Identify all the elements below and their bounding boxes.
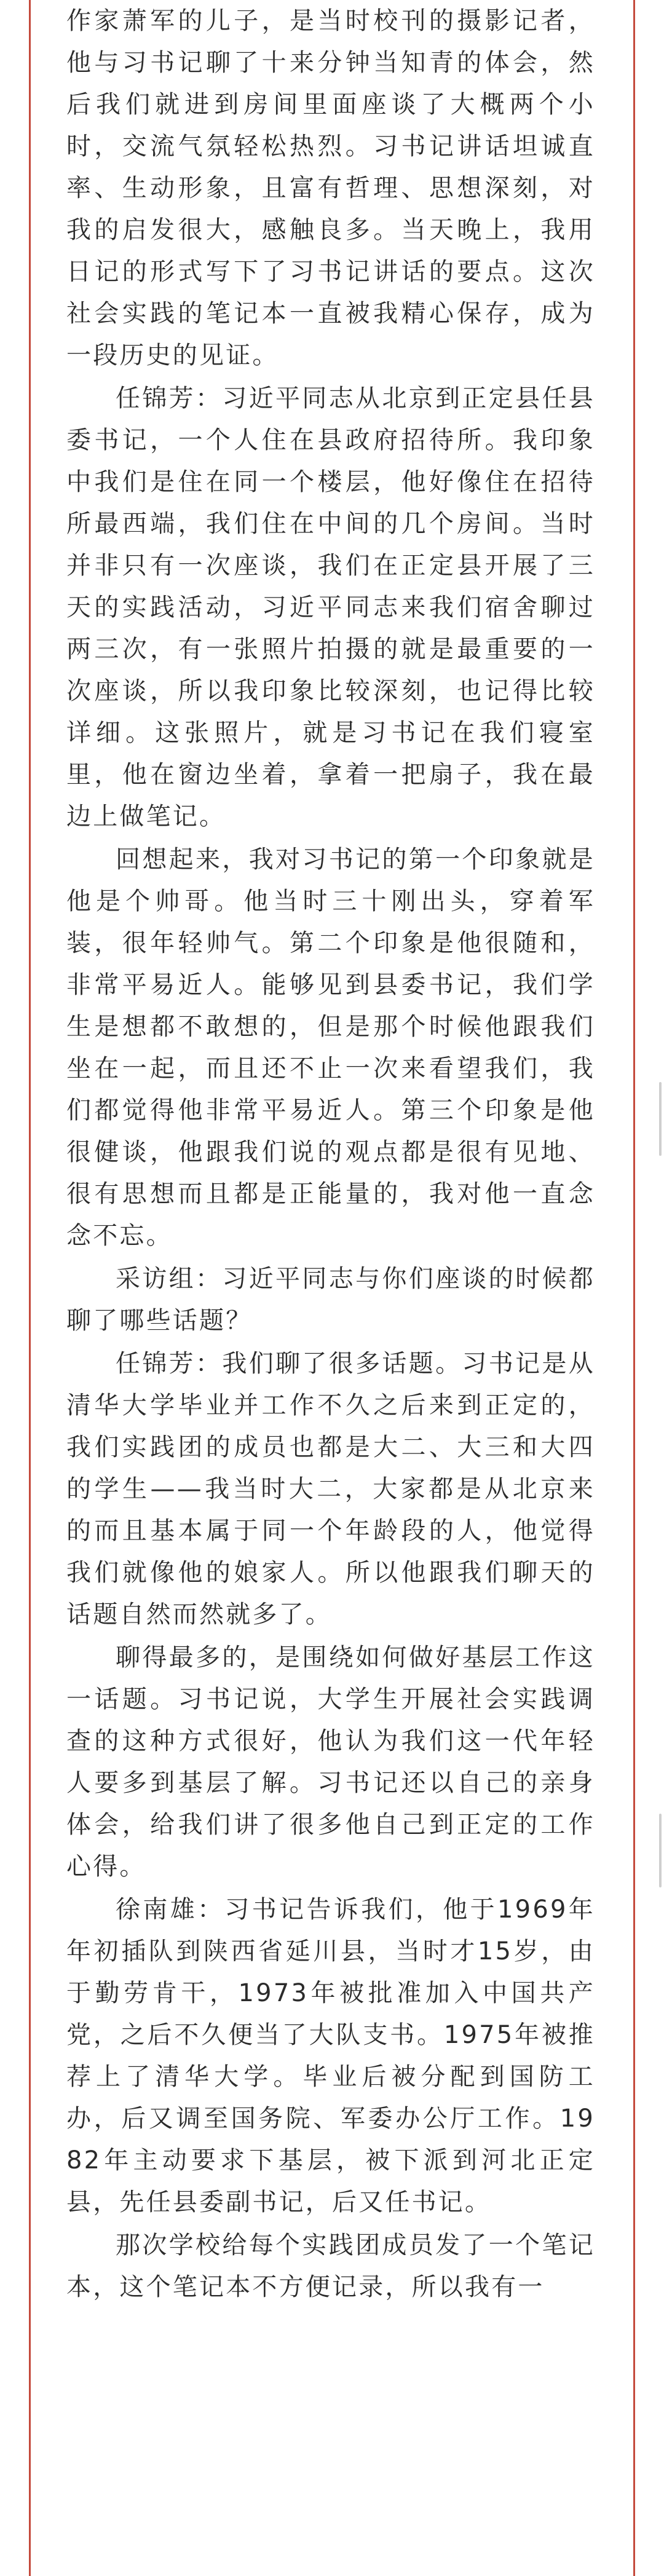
article-paragraph: 任锦芳：我们聊了很多话题。习书记是从清华大学毕业并工作不久之后来到正定的，我们实践团的成员也都是大二、大三和大四的学生——我当时大二，大家都是从北京来的而且基本属于同一个年龄段的人，他觉得我们就像他的娘家人。所以他跟我们聊天的话题自然而然就多了。 [66,1349,595,1629]
article-paragraph: 那次学校给每个实践团成员发了一个笔记本，这个笔记本不方便记录，所以我有一 [66,2231,595,2301]
article-paragraph: 聊得最多的，是围绕如何做好基层工作这一话题。习书记说，大学生开展社会实践调查的这种方式很好，他认为我们这一代年轻人要多到基层了解。习书记还以自己的亲身体会，给我们讲了很多他自己到正定的工作心得。 [66,1643,595,1881]
scrollbar-thumb[interactable] [659,1082,662,1156]
article-paragraph: 回想起来，我对习书记的第一个印象就是他是个帅哥。他当时三十刚出头，穿着军装，很年轻帅气。第二个印象是他很随和，非常平易近人。能够见到县委书记，我们学生是想都不敢想的，但是那个时候他跟我们坐在一起，而且还不止一次来看望我们，我们都觉得他非常平易近人。第三个印象是他很健谈，他跟我们说的观点都是很有见地、很有思想而且都是正能量的，我对他一直念念不忘。 [66,845,595,1250]
article-paragraph: 作家萧军的儿子，是当时校刊的摄影记者，他与习书记聊了十来分钟当知青的体会，然后我们就进到房间里面座谈了大概两个小时，交流气氛轻松热烈。习书记讲话坦诚直率、生动形象，且富有哲理、思想深刻，对我的启发很大，感触良多。当天晚上，我用日记的形式写下了习书记讲话的要点。这次社会实践的笔记本一直被我精心保存，成为一段历史的见证。 [66,7,595,369]
article-paragraph: 采访组：习近平同志与你们座谈的时候都聊了哪些话题？ [66,1265,595,1335]
scrollbar[interactable] [653,0,664,2576]
scrollbar-thumb[interactable] [659,1814,662,1887]
article-body [66,0,595,2309]
article-paragraph: 徐南雄：习书记告诉我们，他于1969年年初插队到陕西省延川县，当时才15岁，由于勤劳肯干，1973年被批准加入中国共产党，之后不久便当了大队支书。1975年被推荐上了清华大学。毕业后被分配到国防工办，后又调至国务院、军委办公厅工作。1982年主动要求下基层，被下派到河北正定县，先任县委副书记，后又任书记。 [66,1895,595,2216]
article-paragraph: 任锦芳：习近平同志从北京到正定县任县委书记，一个人住在县政府招待所。我印象中我们是住在同一个楼层，他好像住在招待所最西端，我们住在中间的几个房间。当时并非只有一次座谈，我们在正定县开展了三天的实践活动，习近平同志来我们宿舍聊过两三次，有一张照片拍摄的就是最重要的一次座谈，所以我印象比较深刻，也记得比较详细。这张照片，就是习书记在我们寝室里，他在窗边坐着，拿着一把扇子，我在最边上做笔记。 [66,384,595,831]
